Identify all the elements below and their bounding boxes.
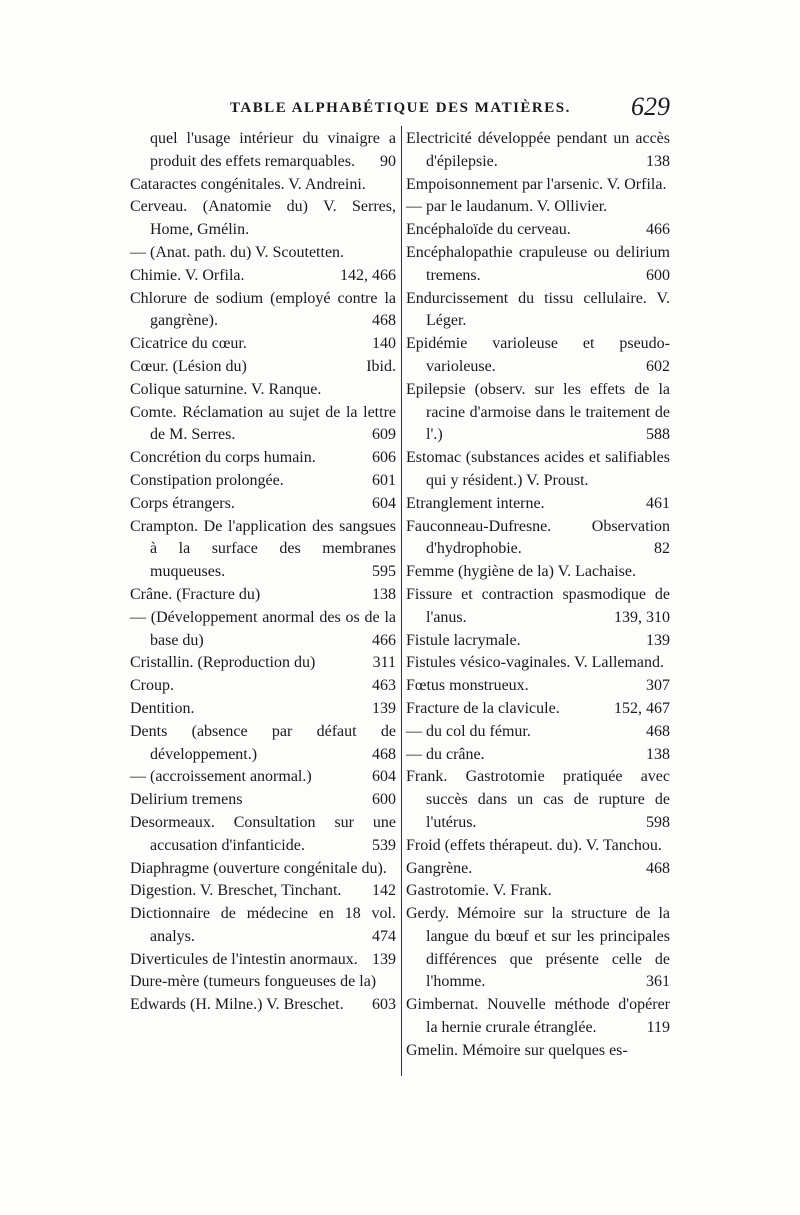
- entry-text: Constipation prolongée.: [130, 471, 284, 489]
- entry-text: Croup.: [130, 677, 174, 695]
- index-entry: [406, 675, 670, 698]
- index-entry: [406, 333, 670, 379]
- entry-text: Epilepsie (observ. sur les effets de la racine d'armoise dans le traitement de l'.): [406, 380, 670, 444]
- entry-page-ref: 595: [372, 563, 396, 581]
- entry-page-ref: 138: [646, 152, 670, 170]
- entry-page-ref: 152, 467: [614, 699, 670, 717]
- index-entry: [130, 516, 396, 584]
- entry-text: Gangrène.: [406, 859, 473, 877]
- index-entry: [406, 447, 670, 493]
- index-entry: [406, 174, 670, 197]
- entry-page-ref: Ibid.: [366, 357, 396, 375]
- index-entry: [130, 652, 396, 675]
- entry-text: Gmelin. Mémoire sur quelques es-: [406, 1041, 628, 1059]
- entry-text: Cicatrice du cœur.: [130, 335, 247, 353]
- index-entry: [406, 561, 670, 584]
- index-entry: [406, 744, 670, 767]
- index-entry: [406, 1040, 670, 1063]
- entry-text: Cataractes congénitales. V. Andreini.: [130, 175, 366, 193]
- index-entry: [406, 516, 670, 562]
- index-entry: [130, 949, 396, 972]
- entry-text: Cœur. (Lésion du): [130, 357, 247, 375]
- entry-page-ref: 468: [372, 312, 396, 330]
- entry-text: — (Anat. path. du) V. Scoutetten.: [130, 243, 345, 261]
- entry-page-ref: 139: [372, 950, 396, 968]
- index-entry: [130, 493, 396, 516]
- entry-page-ref: 600: [646, 266, 670, 284]
- entry-text: Endurcissement du tissu cellulaire. V. Léger.: [406, 289, 670, 330]
- entry-text: Crâne. (Fracture du): [130, 585, 261, 603]
- index-entry: [406, 698, 670, 721]
- index-entry: [130, 288, 396, 334]
- entry-text: Etranglement interne.: [406, 494, 545, 512]
- entry-text: Diaphragme (ouverture congénitale du).: [130, 859, 387, 877]
- index-entry: [130, 447, 396, 470]
- entry-page-ref: 90: [380, 152, 396, 170]
- index-entry: [406, 630, 670, 653]
- entry-page-ref: 463: [372, 677, 396, 695]
- entry-text: — du crâne.: [406, 745, 485, 763]
- entry-page-ref: 606: [372, 449, 396, 467]
- entry-page-ref: 311: [372, 654, 396, 672]
- index-entry: [130, 698, 396, 721]
- entry-text: Cristallin. (Reproduction du): [130, 654, 316, 672]
- entry-page-ref: 588: [646, 426, 670, 444]
- entry-page-ref: 468: [646, 722, 670, 740]
- index-entry: [406, 196, 670, 219]
- index-entry: [406, 903, 670, 994]
- index-entry: [130, 812, 396, 858]
- entry-text: Gastrotomie. V. Frank.: [406, 882, 552, 900]
- index-entry: [130, 379, 396, 402]
- entry-page-ref: 361: [646, 973, 670, 991]
- entry-page-ref: 466: [372, 631, 396, 649]
- index-entry: [130, 880, 396, 903]
- entry-text: Estomac (substances acides et salifiables qui y résident.) V. Proust.: [406, 449, 670, 489]
- left-column: [130, 128, 396, 1017]
- entry-text: — du col du fémur.: [406, 722, 531, 740]
- entry-text: Electricité développée pendant un accès d'épilepsie.: [406, 130, 670, 170]
- entry-page-ref: 139: [372, 699, 396, 717]
- index-entry: [406, 994, 670, 1040]
- entry-text: Frank. Gastrotomie pratiquée avec succès dans un cas de rupture de l'utérus.: [406, 768, 670, 831]
- entry-page-ref: 138: [372, 585, 396, 603]
- entry-text: Froid (effets thérapeut. du). V. Tanchou.: [406, 836, 662, 854]
- index-entry: [406, 219, 670, 242]
- entry-text: Edwards (H. Milne.) V. Breschet.: [130, 996, 344, 1014]
- entry-page-ref: 138: [646, 745, 670, 763]
- entry-page-ref: 139, 310: [614, 608, 670, 626]
- index-entry: [130, 265, 396, 288]
- index-entry: [130, 789, 396, 812]
- entry-page-ref: 142, 466: [340, 266, 396, 284]
- index-entry: [406, 652, 670, 675]
- index-entry: [130, 174, 396, 197]
- entry-page-ref: 474: [372, 927, 396, 945]
- entry-text: Gimbernat. Nouvelle méthode d'opérer la hernie crurale étranglée.: [406, 996, 670, 1037]
- entry-page-ref: 119: [646, 1019, 670, 1037]
- entry-page-ref: 600: [372, 791, 396, 809]
- right-column: [406, 128, 670, 1063]
- entry-text: Gerdy. Mémoire sur la structure de la langue du bœuf et sur les principales différences que présente celle de l'homme.: [406, 905, 670, 991]
- entry-text: Comte. Réclamation au sujet de la lettre de M. Serres.: [130, 403, 396, 444]
- entry-text: Fistules vésico-vaginales. V. Lallemand.: [406, 654, 665, 672]
- entry-page-ref: 140: [372, 335, 396, 353]
- entry-text: Cerveau. (Anatomie du) V. Serres, Home, Gmélin.: [130, 198, 396, 239]
- entry-text: Dentition.: [130, 699, 195, 717]
- index-entry: [130, 584, 396, 607]
- page-number: 629: [631, 92, 670, 121]
- entry-text: — (Développement anormal des os de la base du): [130, 608, 396, 649]
- entry-page-ref: 307: [646, 677, 670, 695]
- index-entry: [406, 766, 670, 834]
- index-entry: [130, 128, 396, 174]
- entry-text: Chlorure de sodium (employé contre la gangrène).: [130, 289, 396, 330]
- entry-page-ref: 598: [646, 813, 670, 831]
- entry-text: Fracture de la clavicule.: [406, 699, 560, 717]
- entry-text: Concrétion du corps humain.: [130, 449, 316, 467]
- entry-text: — (accroissement anormal.): [130, 768, 312, 786]
- index-entry: [130, 675, 396, 698]
- entry-text: Chimie. V. Orfila.: [130, 266, 245, 284]
- index-entry: [130, 356, 396, 379]
- entry-text: Encéphaloïde du cerveau.: [406, 221, 571, 239]
- page-header: [130, 92, 670, 126]
- entry-page-ref: 468: [646, 859, 670, 877]
- index-entry: [406, 858, 670, 881]
- entry-text: — par le laudanum. V. Ollivier.: [406, 198, 608, 216]
- entry-page-ref: 604: [372, 494, 396, 512]
- index-entry: [406, 880, 670, 903]
- entry-page-ref: 461: [646, 494, 670, 512]
- entry-text: Fistule lacrymale.: [406, 631, 521, 649]
- index-entry: [130, 721, 396, 767]
- entry-text: Dure-mère (tumeurs fongueuses de la): [130, 973, 377, 991]
- entry-page-ref: 609: [372, 426, 396, 444]
- index-entry: [130, 994, 396, 1017]
- entry-text: Delirium tremens: [130, 791, 243, 809]
- entry-page-ref: 139: [646, 631, 670, 649]
- index-entry: [130, 333, 396, 356]
- entry-text: Encéphalopathie crapuleuse ou delirium tremens.: [406, 243, 670, 284]
- entry-page-ref: 539: [372, 836, 396, 854]
- entry-text: Colique saturnine. V. Ranque.: [130, 380, 322, 398]
- entry-page-ref: 603: [372, 996, 396, 1014]
- entry-text: Fissure et contraction spasmodique de l'anus.: [406, 585, 670, 626]
- entry-text: Fœtus monstrueux.: [406, 677, 529, 695]
- index-entry: [130, 196, 396, 242]
- index-entry: [130, 470, 396, 493]
- entry-text: Diverticules de l'intestin anormaux.: [130, 950, 358, 968]
- index-entry: [406, 721, 670, 744]
- index-entry: [130, 402, 396, 448]
- column-divider: [401, 126, 402, 1076]
- entry-text: Dents (absence par défaut de développement.): [130, 722, 396, 763]
- entry-text: Desormeaux. Consultation sur une accusation d'infanticide.: [130, 813, 396, 854]
- index-entry: [406, 584, 670, 630]
- entry-text: Corps étrangers.: [130, 494, 235, 512]
- index-entry: [406, 835, 670, 858]
- entry-text: Digestion. V. Breschet, Tinchant.: [130, 882, 342, 900]
- index-entry: [406, 379, 670, 447]
- entry-text: quel l'usage intérieur du vinaigre a produit des effets remarquables.: [150, 130, 396, 170]
- entry-page-ref: 604: [372, 768, 396, 786]
- running-title: TABLE ALPHABÉTIQUE DES MATIÈRES.: [230, 100, 571, 116]
- entry-text: Fauconneau-Dufresne. Observation d'hydrophobie.: [406, 517, 670, 558]
- index-entry: [406, 288, 670, 334]
- entry-page-ref: 466: [646, 221, 670, 239]
- index-entry: [406, 493, 670, 516]
- entry-page-ref: 601: [372, 471, 396, 489]
- index-entry: [130, 766, 396, 789]
- entry-text: Crampton. De l'application des sangsues à la surface des membranes muqueuses.: [130, 517, 396, 581]
- index-entry: [406, 242, 670, 288]
- entry-page-ref: 468: [372, 745, 396, 763]
- entry-text: Femme (hygiène de la) V. Lachaise.: [406, 563, 636, 581]
- entry-text: Dictionnaire de médecine en 18 vol. analys.: [130, 905, 396, 945]
- entry-page-ref: 602: [646, 357, 670, 375]
- entry-text: Empoisonnement par l'arsenic. V. Orfila.: [406, 175, 667, 193]
- entry-page-ref: 142: [372, 882, 396, 900]
- index-entry: [130, 607, 396, 653]
- index-entry: [130, 903, 396, 949]
- index-entry: [406, 128, 670, 174]
- entry-text: Epidémie varioleuse et pseudo-varioleuse.: [406, 335, 670, 375]
- entry-page-ref: 82: [654, 540, 670, 558]
